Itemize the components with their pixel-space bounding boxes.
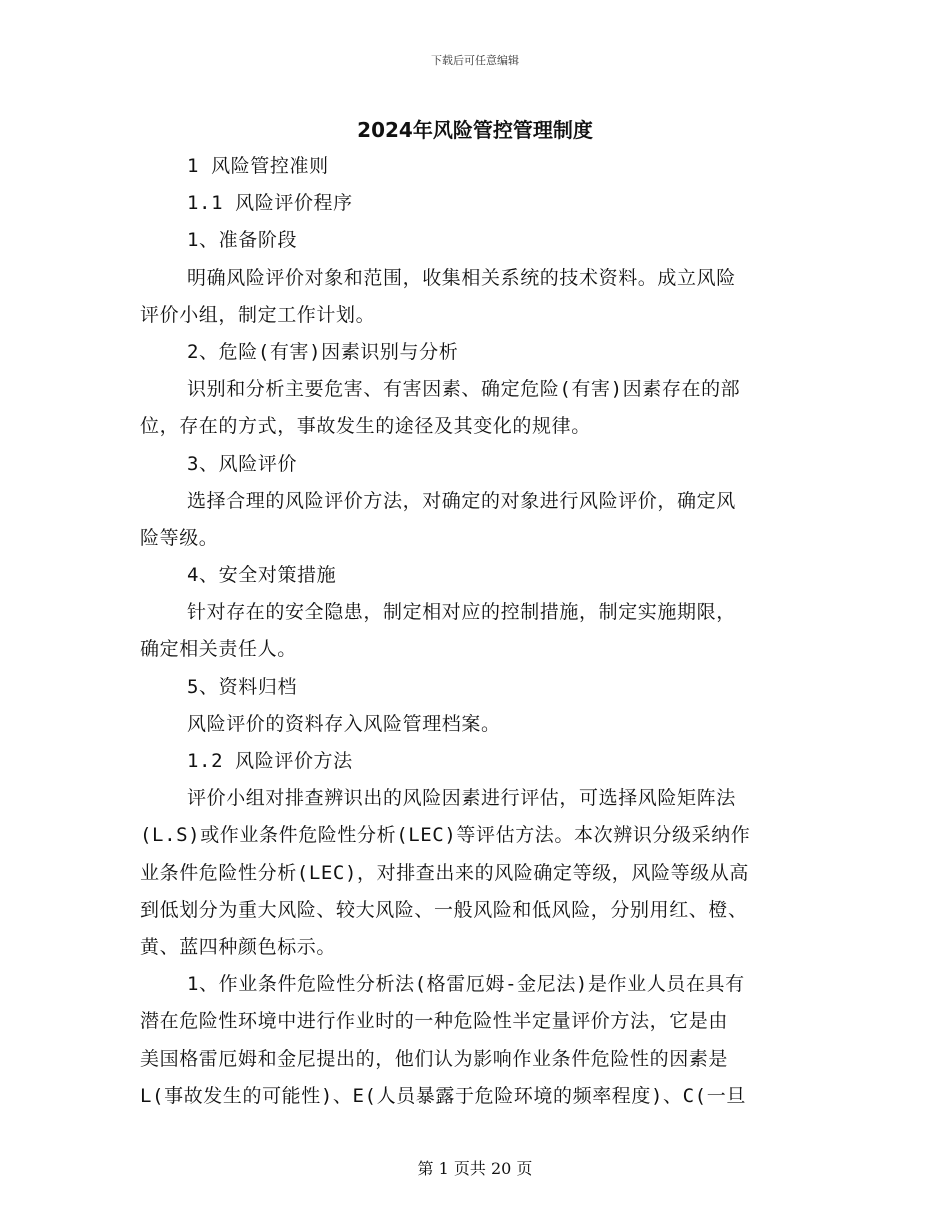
body-line: 潜在危险性环境中进行作业时的一种危险性半定量评价方法，它是由 bbox=[140, 1010, 729, 1033]
document-body bbox=[140, 148, 804, 1115]
body-line: 险等级。 bbox=[140, 526, 219, 549]
body-line: 到低划分为重大风险、较大风险、一般风险和低风险，分别用红、橙、 bbox=[140, 898, 748, 921]
body-line: 1、作业条件危险性分析法(格雷厄姆-金尼法)是作业人员在具有 bbox=[187, 973, 745, 996]
document-title: 2024年风险管控管理制度 bbox=[357, 118, 593, 142]
body-line: 2、危险(有害)因素识别与分析 bbox=[187, 340, 459, 363]
body-line: 选择合理的风险评价方法，对确定的对象进行风险评价，确定风 bbox=[187, 489, 736, 512]
body-line: 风险评价的资料存入风险管理档案。 bbox=[187, 712, 501, 735]
page-footer: 第 1 页共 20 页 bbox=[417, 1159, 533, 1178]
header-note: 下载后可任意编辑 bbox=[431, 54, 519, 67]
body-line: 评价小组，制定工作计划。 bbox=[140, 303, 376, 326]
body-line: 评价小组对排查辨识出的风险因素进行评估，可选择风险矩阵法 bbox=[187, 787, 736, 810]
body-line: 黄、蓝四种颜色标示。 bbox=[140, 935, 337, 958]
body-line: 1 风险管控准则 bbox=[187, 155, 329, 177]
body-line: 1.2 风险评价方法 bbox=[187, 750, 353, 772]
body-line: 确定相关责任人。 bbox=[140, 638, 297, 661]
body-line: 美国格雷厄姆和金尼提出的，他们认为影响作业条件危险性的因素是 bbox=[140, 1047, 729, 1070]
body-line: 针对存在的安全隐患，制定相对应的控制措施，制定实施期限， bbox=[187, 601, 736, 624]
body-line: 4、安全对策措施 bbox=[187, 564, 337, 587]
body-line: 1.1 风险评价程序 bbox=[187, 192, 353, 215]
body-line: 5、资料归档 bbox=[187, 675, 298, 698]
body-line: 1、准备阶段 bbox=[187, 229, 298, 252]
body-line: 识别和分析主要危害、有害因素、确定危险(有害)因素存在的部 bbox=[187, 378, 741, 401]
body-line: 业条件危险性分析(LEC)，对排查出来的风险确定等级，风险等级从高 bbox=[140, 861, 749, 884]
body-line: 位，存在的方式，事故发生的途径及其变化的规律。 bbox=[140, 415, 591, 438]
body-line: L(事故发生的可能性)、E(人员暴露于危险环境的频率程度)、C(一旦 bbox=[140, 1084, 746, 1107]
body-line: (L.S)或作业条件危险性分析(LEC)等评估方法。本次辨识分级采纳作 bbox=[140, 824, 751, 847]
body-line: 明确风险评价对象和范围，收集相关系统的技术资料。成立风险 bbox=[187, 266, 736, 289]
body-line: 3、风险评价 bbox=[187, 452, 298, 475]
